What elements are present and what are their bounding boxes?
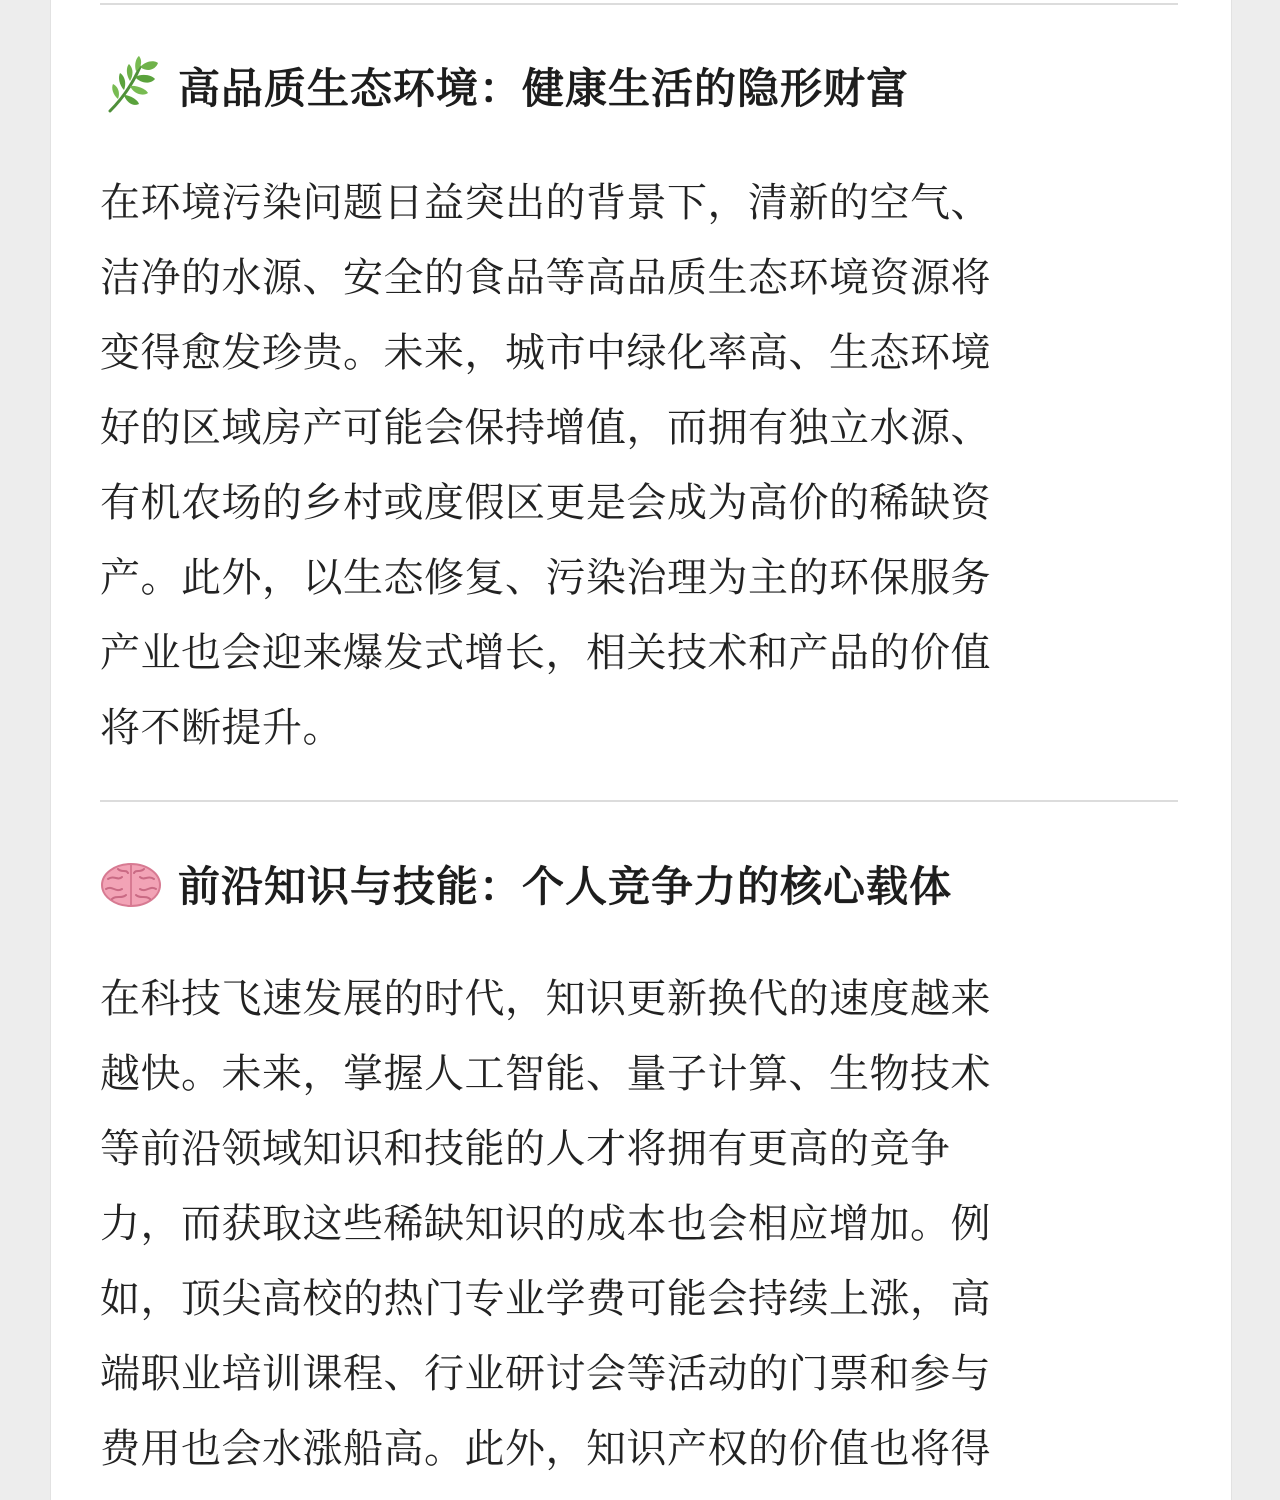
paragraph-line: 端职业培训课程、行业研讨会等活动的门票和参与 [100, 1351, 991, 1397]
paragraph-line: 变得愈发珍贵。未来，城市中绿化率高、生态环境 [100, 330, 991, 376]
paragraph-line: 费用也会水涨船高。此外，知识产权的价值也将得 [100, 1426, 991, 1472]
paragraph-line: 如，顶尖高校的热门专业学费可能会持续上涨，高 [100, 1276, 991, 1322]
paragraph-line: 在环境污染问题日益突出的背景下，清新的空气、 [100, 180, 991, 226]
herb-icon [100, 55, 162, 117]
section-divider [100, 800, 1178, 802]
section-paragraph-ecology [100, 166, 1142, 766]
brain-icon [100, 853, 162, 915]
paragraph-line: 产业也会迎来爆发式增长，相关技术和产品的价值 [100, 630, 991, 676]
section-paragraph-knowledge [100, 962, 1142, 1487]
paragraph-line: 越快。未来，掌握人工智能、量子计算、生物技术 [100, 1051, 991, 1097]
section-title: 前沿知识与技能：个人竞争力的核心载体 [178, 862, 953, 911]
paragraph-line: 将不断提升。 [100, 705, 343, 751]
paragraph-line: 产。此外，以生态修复、污染治理为主的环保服务 [100, 555, 991, 601]
section-heading-ecology [100, 54, 909, 118]
paragraph-line: 在科技飞速发展的时代，知识更新换代的速度越来 [100, 976, 991, 1022]
paragraph-line: 等前沿领域知识和技能的人才将拥有更高的竞争 [100, 1126, 951, 1172]
paragraph-line: 力，而获取这些稀缺知识的成本也会相应增加。例 [100, 1201, 991, 1247]
top-divider [100, 3, 1178, 5]
paragraph-line: 有机农场的乡村或度假区更是会成为高价的稀缺资 [100, 480, 991, 526]
paragraph-line: 洁净的水源、安全的食品等高品质生态环境资源将 [100, 255, 991, 301]
paragraph-line: 好的区域房产可能会保持增值，而拥有独立水源、 [100, 405, 991, 451]
section-title: 高品质生态环境：健康生活的隐形财富 [178, 64, 910, 113]
section-heading-knowledge [100, 852, 952, 916]
